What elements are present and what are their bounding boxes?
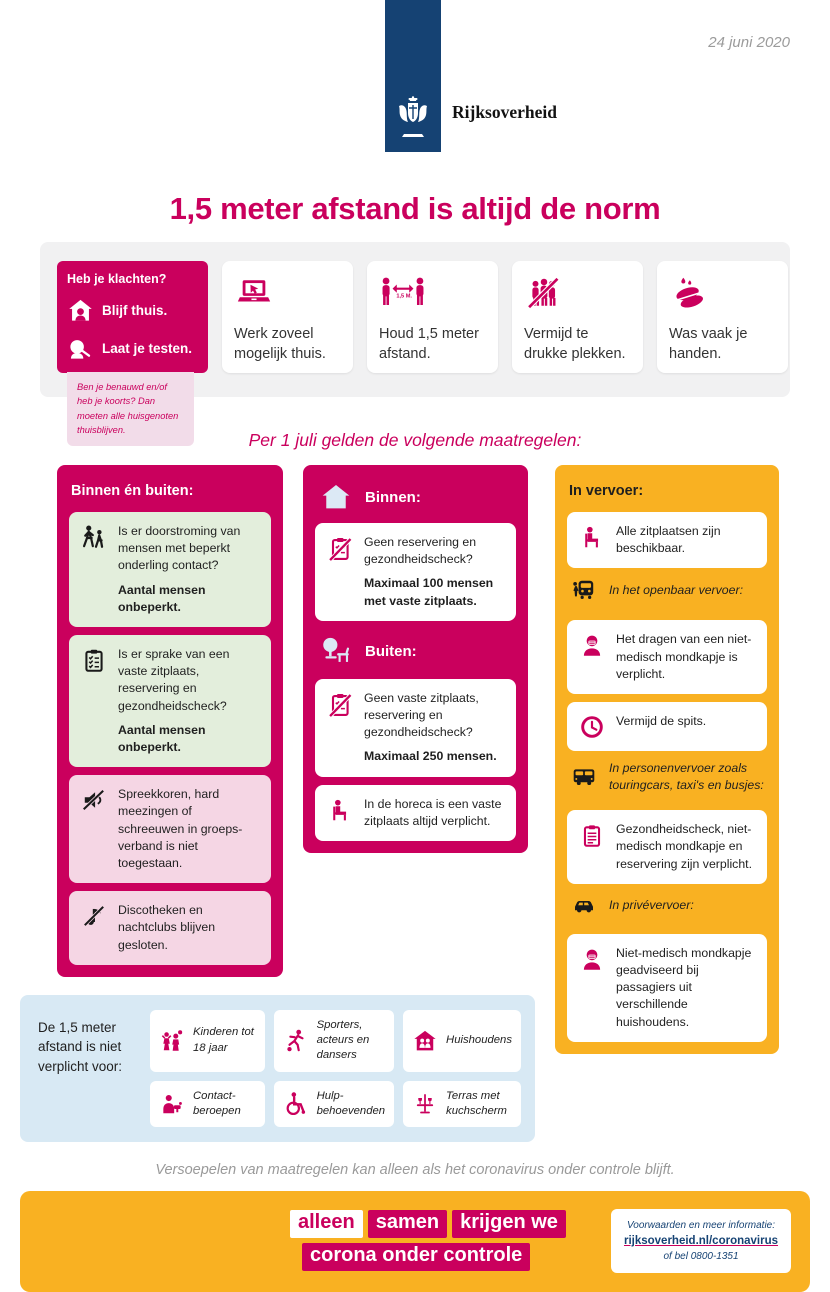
distance-icon <box>379 276 486 310</box>
clipboard-icon <box>577 821 607 850</box>
complaints-note: Ben je benauwd en/of heb je koorts? Dan moeten alle huisgenoten thuisblijven. <box>67 372 194 446</box>
slogan-word-alleen: alleen <box>290 1210 363 1238</box>
house-person-icon <box>67 297 94 324</box>
train-icon <box>569 577 599 603</box>
advice-card-wash-hands <box>657 261 788 373</box>
measure-card <box>567 512 767 568</box>
measure-bold: Maximaal 100 mensen met vaste zitplaats. <box>364 576 494 608</box>
rijksoverheid-flag <box>385 0 441 152</box>
column-title: Binnen én buiten: <box>71 483 194 499</box>
column-vervoer <box>555 465 779 1054</box>
page-title: 1,5 meter afstand is altijd de norm <box>169 191 661 226</box>
tree-bench-icon <box>317 635 355 669</box>
section-title: Buiten: <box>365 643 417 661</box>
advice-card-distance <box>367 261 498 373</box>
speaker-mute-icon <box>79 786 109 813</box>
person-mask-icon <box>577 631 607 660</box>
column-binnen-buiten <box>303 465 528 853</box>
advice-card-work-home <box>222 261 353 373</box>
measures-heading: Per 1 juli gelden de volgende maatregelen: <box>248 430 582 450</box>
measure-text: Het dragen van een niet-medisch mondkapje is verplicht. <box>616 632 752 681</box>
measure-card <box>69 512 271 627</box>
measure-text: Geen vaste zitplaats, reservering en gezondheidscheck? Maximaal 250 mensen. <box>364 690 506 766</box>
measure-text: Spreekkoren, hard meezingen of schreeuwen in groeps-verband is niet toegestaan. <box>118 787 243 871</box>
person-mask-icon <box>577 945 607 974</box>
advice-card-label: Vermijd te drukke plekken. <box>524 326 626 362</box>
slogan-word-krijgen-we: krijgen we <box>452 1210 566 1238</box>
measure-bold: Aantal mensen onbeperkt. <box>118 582 206 614</box>
vervoer-label-text: In het openbaar vervoer: <box>609 583 743 598</box>
complaints-item <box>67 335 198 362</box>
vervoer-label-text: In personenvervoer zoals touringcars, taxi's en busjes: <box>609 761 764 792</box>
vervoer-label-ov <box>567 568 767 612</box>
measure-text: Vermijd de spits. <box>616 714 707 729</box>
publication-date: 24 juni 2020 <box>708 34 790 51</box>
exception-card <box>150 1081 265 1128</box>
advice-panel <box>40 242 790 436</box>
bus-icon <box>569 764 599 790</box>
exception-card <box>150 1010 265 1072</box>
house-icon <box>317 481 355 513</box>
footer-info-line3: of bel 0800-1351 <box>663 1251 739 1263</box>
complaints-heading: Heb je klachten? <box>67 272 167 286</box>
footer-info-line1: Voorwaarden en meer informatie: <box>626 1220 776 1232</box>
slogan-word-samen: samen <box>368 1210 447 1238</box>
terrace-icon <box>412 1091 438 1117</box>
contact-profession-icon <box>159 1091 185 1117</box>
head-test-icon <box>67 335 94 362</box>
coat-of-arms-icon <box>396 96 430 138</box>
footer-info-box <box>611 1209 791 1273</box>
exception-label: Kinderen tot 18 jaar <box>193 1026 254 1054</box>
measure-text: Geen reservering en gezondheidscheck? Maximaal 100 mensen met vaste zitplaats. <box>364 534 506 610</box>
laptop-icon <box>234 276 341 310</box>
complaints-card <box>57 261 208 373</box>
exception-card <box>274 1010 394 1072</box>
section-buiten <box>317 635 514 669</box>
advice-card-label: Houd 1,5 meter afstand. <box>379 326 479 362</box>
measure-card <box>567 702 767 751</box>
exceptions-panel <box>20 995 535 1142</box>
measure-bold: Aantal mensen onbeperkt. <box>118 722 206 755</box>
household-icon <box>412 1028 438 1054</box>
footnote: Versoepelen van maatregelen kan alleen als het coronavirus onder controle blijft. <box>155 1162 675 1179</box>
music-note-slash-icon <box>79 902 109 929</box>
measure-card <box>69 775 271 883</box>
exception-card <box>403 1081 521 1128</box>
measure-text: Niet-medisch mondkapje geadviseerd bij passagiers uit verschillende huishoudens. <box>616 945 752 1029</box>
sports-icon <box>283 1028 309 1054</box>
measure-bold: Maximaal 250 mensen. <box>364 749 497 764</box>
measure-card <box>567 934 767 1042</box>
advice-card-crowds <box>512 261 643 373</box>
measure-text: Gezondheidscheck, niet-medisch mondkapje en reservering zijn verplicht. <box>616 822 752 871</box>
vervoer-label-prive <box>567 884 767 926</box>
exception-card <box>403 1010 521 1072</box>
exception-label: Hulp- behoevenden <box>316 1089 386 1117</box>
crowd-slash-icon <box>524 276 631 310</box>
column-binnen-en-buiten <box>57 465 283 977</box>
complaints-item-label: Laat je testen. <box>102 341 193 356</box>
exception-label: Sporters, acteurs en dansers <box>316 1018 370 1062</box>
wheelchair-icon <box>283 1091 309 1117</box>
measure-card <box>315 523 516 621</box>
footer-banner <box>20 1191 810 1292</box>
clock-icon <box>577 713 607 740</box>
section-binnen <box>317 481 514 513</box>
seated-person-icon <box>325 796 355 825</box>
measure-card <box>315 785 516 841</box>
exceptions-label: De 1,5 meter afstand is niet verplicht voor: <box>38 1019 123 1074</box>
clipboard-check-icon <box>79 646 109 675</box>
section-title: Binnen: <box>365 488 421 506</box>
complaints-item-label: Blijf thuis. <box>102 303 168 318</box>
column-title: In vervoer: <box>569 483 644 499</box>
seated-person-icon <box>577 523 607 552</box>
measure-card <box>567 810 767 884</box>
measure-text: Alle zitplaatsen zijn beschikbaar. <box>616 524 721 556</box>
clipboard-slash-icon <box>325 690 355 719</box>
svg-text:1,5 M.: 1,5 M. <box>396 293 413 300</box>
header <box>0 0 830 155</box>
measure-text: Is er sprake van een vaste zitplaats, reservering en gezondheidscheck? Aantal mensen onbeperkt. <box>118 646 261 756</box>
exception-label: Huishoudens <box>446 1034 512 1047</box>
measures-section <box>38 465 772 1142</box>
coronavirus-link[interactable]: rijksoverheid.nl/coronavirus <box>623 1235 779 1248</box>
advice-card-label: Werk zoveel mogelijk thuis. <box>234 326 326 362</box>
car-icon <box>569 893 599 917</box>
vervoer-label-text: In privévervoer: <box>609 897 694 912</box>
vervoer-label-personenvervoer <box>567 751 767 802</box>
measure-card <box>315 679 516 777</box>
advice-card-label: Was vaak je handen. <box>669 326 748 362</box>
measure-card <box>69 635 271 767</box>
slogan-line2: corona onder controle <box>302 1243 530 1271</box>
logo-wordmark: Rijksoverheid <box>452 102 557 122</box>
clipboard-slash-icon <box>325 534 355 563</box>
walking-people-icon <box>79 523 109 552</box>
measure-card <box>69 891 271 965</box>
measure-text: Is er doorstroming van mensen met beperkt onderling contact? Aantal mensen onbeperkt. <box>118 523 261 616</box>
exception-card <box>274 1081 394 1128</box>
measure-text: Discotheken en nachtclubs blijven gesloten. <box>118 903 216 952</box>
exception-label: Contact- beroepen <box>193 1089 241 1117</box>
slogan <box>290 1210 566 1271</box>
measure-card <box>567 620 767 694</box>
wash-hands-icon <box>669 276 776 310</box>
complaints-item <box>67 297 198 324</box>
children-icon <box>159 1028 185 1054</box>
exception-label: Terras met kuchscherm <box>446 1089 507 1117</box>
measure-text: In de horeca is een vaste zitplaats altijd verplicht. <box>364 796 502 828</box>
